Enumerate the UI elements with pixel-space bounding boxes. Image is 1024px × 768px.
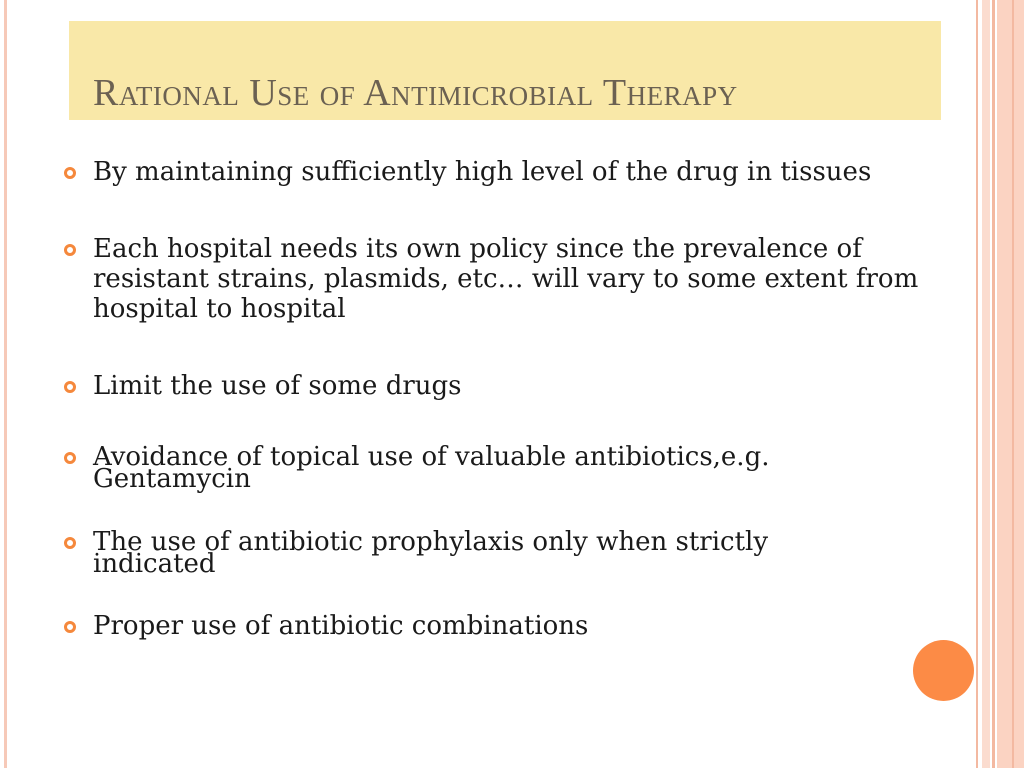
bullet-icon	[64, 381, 76, 393]
bullet-text: By maintaining sufficiently high level of the drug in tissues	[93, 157, 872, 187]
slide-title: Rational Use of Antimicrobial Therapy	[93, 72, 738, 114]
bullet-text: Proper use of antibiotic combinations	[93, 611, 589, 641]
left-border-stripe	[4, 0, 7, 768]
bullet-text: Limit the use of some drugs	[93, 371, 462, 401]
right-border-stripe	[1012, 0, 1014, 768]
bullet-icon	[64, 452, 76, 464]
orange-circle-icon	[913, 640, 974, 701]
bullet-list	[64, 0, 964, 768]
bullet-icon	[64, 244, 76, 256]
right-border-stripe	[997, 0, 1024, 768]
right-border-stripe	[976, 0, 978, 768]
bullet-icon	[64, 167, 76, 179]
bullet-icon	[64, 537, 76, 549]
right-border-stripe	[992, 0, 995, 768]
bullet-text: Each hospital needs its own policy since the prevalence of resistant strains, plasmids, etc… will vary to some extent from hospital to hospital	[93, 234, 919, 324]
bullet-text: Avoidance of topical use of valuable antibiotics,e.g. Gentamycin	[93, 442, 770, 494]
bullet-text: The use of antibiotic prophylaxis only when strictly indicated	[93, 527, 769, 579]
bullet-icon	[64, 621, 76, 633]
right-border-stripe	[982, 0, 990, 768]
